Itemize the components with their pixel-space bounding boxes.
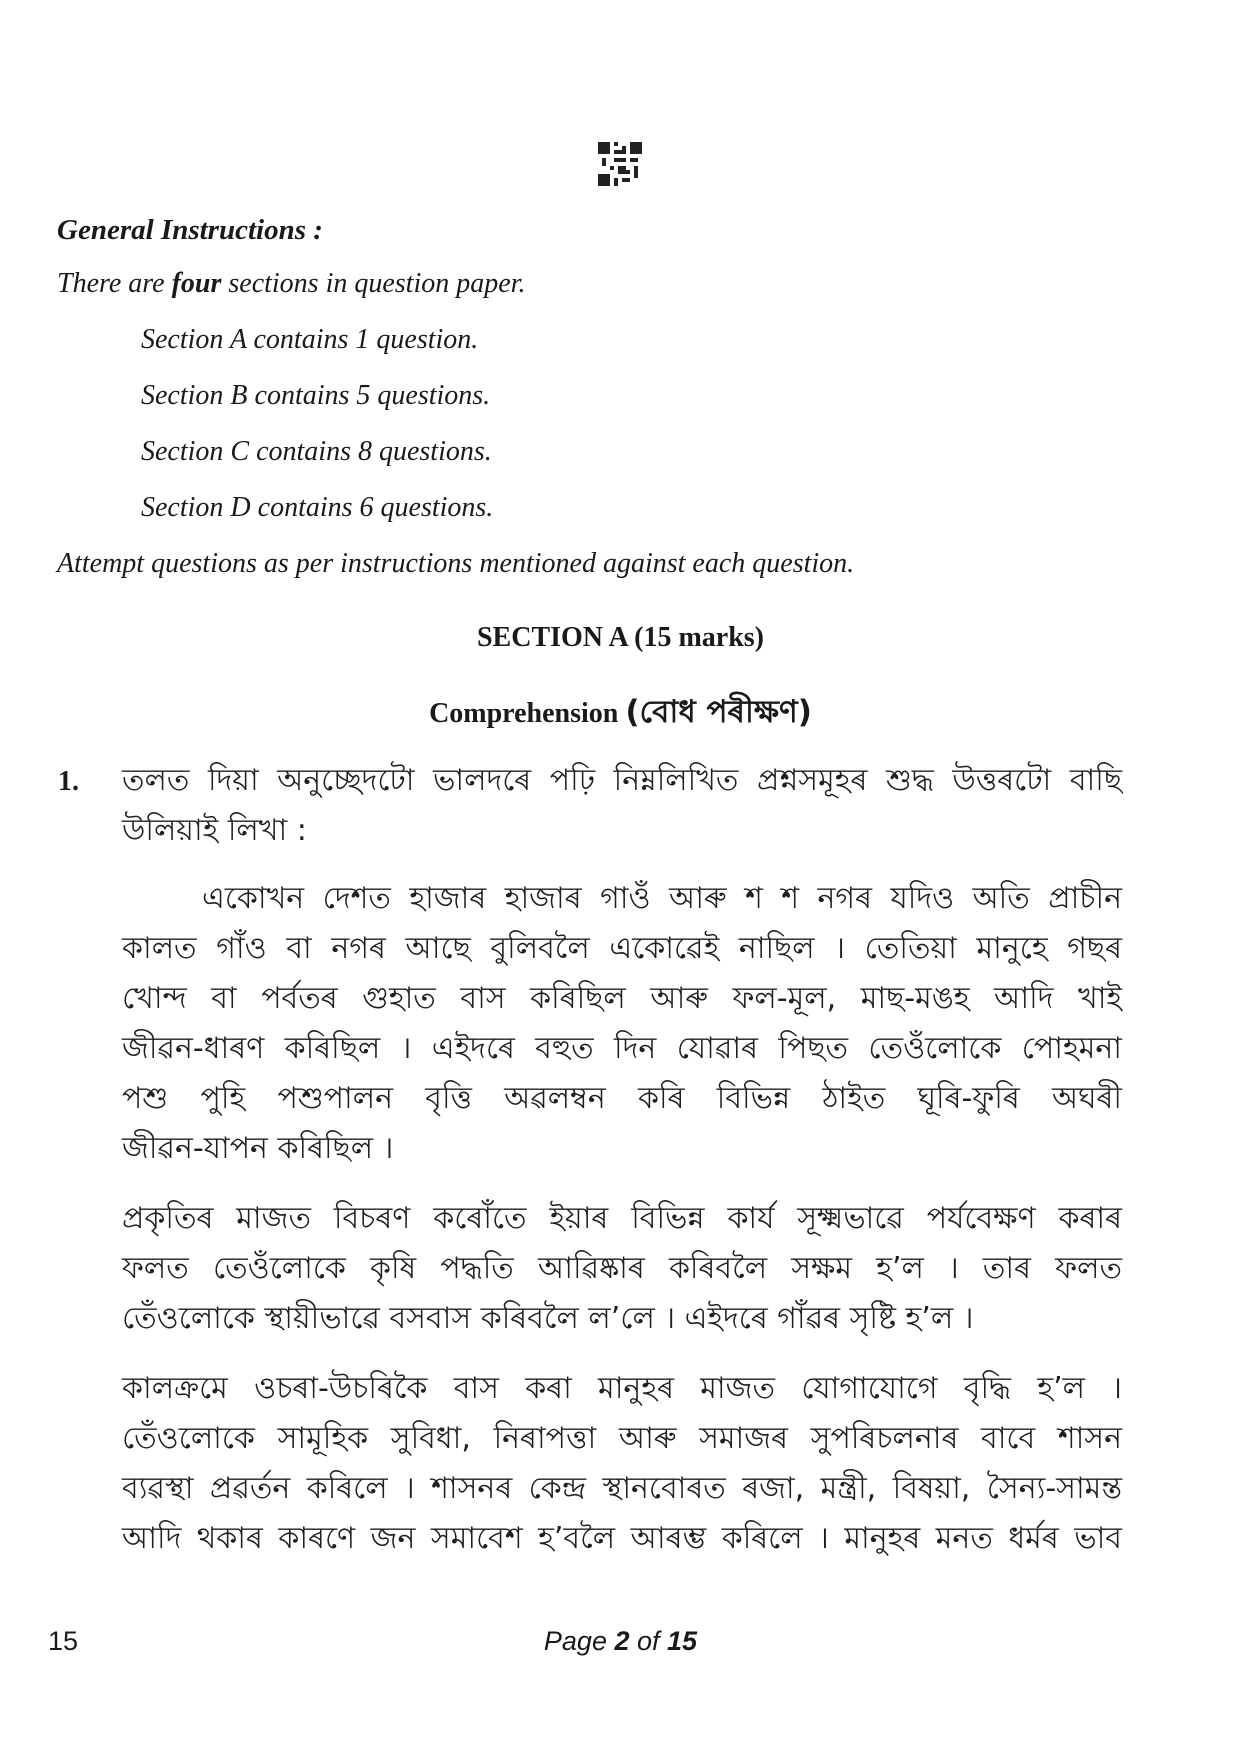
- section-info: Section D contains 6 questions.: [141, 492, 494, 523]
- page-number: Page 2 of 15: [543, 1626, 698, 1656]
- passage-line: কালত গাঁও বা নগৰ আছে বুলিবলৈ একোৱেই নাছিল । তেতিয়া মানুহে গছৰ: [122, 931, 1122, 966]
- qr-code-icon: [598, 142, 642, 186]
- passage-line: জীৱন-যাপন কৰিছিল ।: [122, 1131, 394, 1166]
- passage-line: তেঁওলোকে স্থায়ীভাৱে বসবাস কৰিবলৈ ল’লে । এইদৰে গাঁৱৰ সৃষ্টি হ’ল ।: [122, 1301, 974, 1336]
- passage-line: খোন্দ বা পৰ্বতৰ গুহাত বাস কৰিছিল আৰু ফল-মূল, মাছ-মঙহ আদি খাই: [122, 981, 1122, 1016]
- passage-line: কালক্ৰমে ওচৰা-উচৰিকৈ বাস কৰা মানুহৰ মাজত যোগাযোগে বৃদ্ধি হ’ল ।: [122, 1371, 1122, 1406]
- passage-line: তেঁওলোকে সামূহিক সুবিধা, নিৰাপত্তা আৰু সমাজৰ সুপৰিচলনাৰ বাবে শাসন: [122, 1421, 1122, 1456]
- passage-line: একোখন দেশত হাজাৰ হাজাৰ গাওঁ আৰু শ শ নগৰ যদিও অতি প্ৰাচীন: [202, 881, 1122, 916]
- passage-line: জীৱন-ধাৰণ কৰিছিল । এইদৰে বহুত দিন যোৱাৰ পিছত তেওঁলোকে পোহমনা: [122, 1031, 1122, 1066]
- section-a-heading: SECTION A (15 marks): [476, 622, 765, 653]
- passage-line: আদি থকাৰ কাৰণে জন সমাবেশ হ’বলৈ আৰম্ভ কৰিলে । মানুহৰ মনত ধৰ্মৰ ভাব: [122, 1521, 1122, 1556]
- paper-code: 15: [48, 1626, 79, 1656]
- section-info: Section A contains 1 question.: [141, 324, 479, 355]
- passage-line: পশু পুহি পশুপালন বৃত্তি অৱলম্বন কৰি বিভিন্ন ঠাইত ঘূৰি-ফুৰি অঘৰী: [122, 1081, 1122, 1116]
- passage-line: ব্যৱস্থা প্ৰৱৰ্তন কৰিলে । শাসনৰ কেন্দ্ৰ স্থানবোৰত ৰজা, মন্ত্ৰী, বিষয়া, সৈন্য-সামন্ত: [122, 1471, 1122, 1506]
- passage-line: ফলত তেওঁলোকে কৃষি পদ্ধতি আৱিষ্কাৰ কৰিবলৈ সক্ষম হ’ল । তাৰ ফলত: [122, 1251, 1122, 1286]
- passage-line: প্ৰকৃতিৰ মাজত বিচৰণ কৰোঁতে ইয়াৰ বিভিন্ন কাৰ্য সূক্ষ্মভাৱে পৰ্যবেক্ষণ কৰাৰ: [122, 1201, 1122, 1236]
- instructions-title: General Instructions :: [57, 214, 323, 246]
- section-info: Section C contains 8 questions.: [141, 436, 492, 467]
- question-prompt-line: তলত দিয়া অনুচ্ছেদটো ভালদৰে পঢ়ি নিম্নলিখিত প্ৰশ্নসমূহৰ শুদ্ধ উত্তৰটো বাছি: [122, 763, 1122, 798]
- section-info: Section B contains 5 questions.: [141, 380, 491, 411]
- instructions-intro: There are four sections in question paper.: [57, 268, 526, 299]
- question-number: 1.: [58, 766, 79, 797]
- attempt-instruction: Attempt questions as per instructions mentioned against each question.: [57, 548, 855, 579]
- comprehension-heading: Comprehension (বোধ পৰীক্ষণ): [429, 694, 812, 730]
- question-prompt-line: উলিয়াই লিখা :: [122, 813, 307, 848]
